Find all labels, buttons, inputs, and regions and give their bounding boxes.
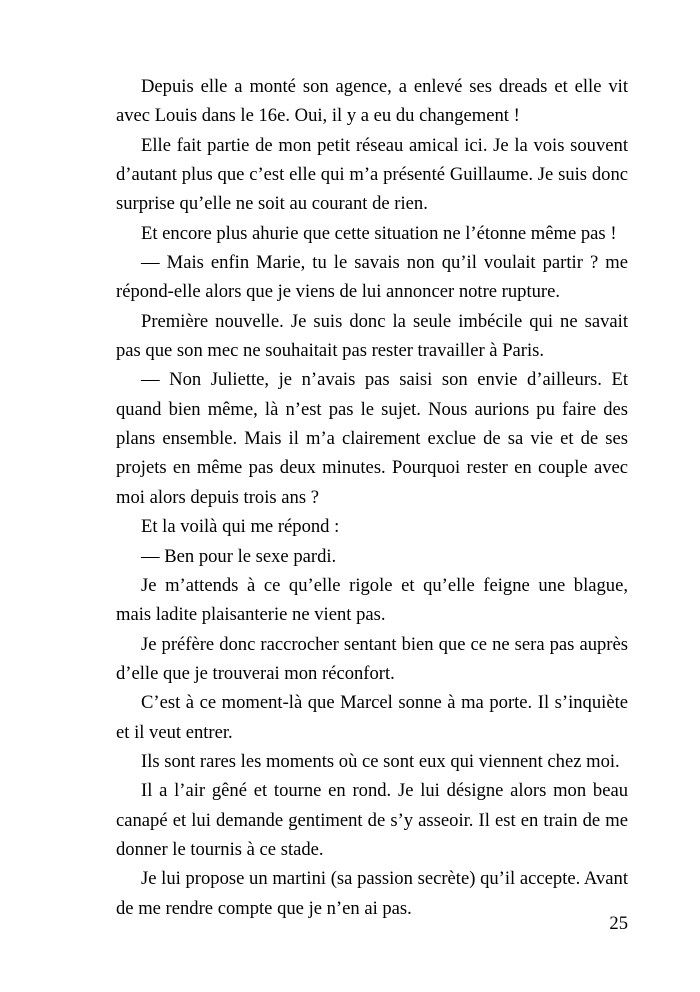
paragraph: Ils sont rares les moments où ce sont eux qui viennent chez moi. [141,750,620,772]
paragraph: Il a l’air gêné et tourne en rond. Je lui désigne alors mon beau canapé et lui demande gentiment de s’y asseoir. Il est en train de me donner le tournis à ce stade. [116,780,628,860]
paragraph: — Mais enfin Marie, tu le savais non qu’il voulait partir ? me répond-elle alors que je viens de lui annoncer notre rupture. [116,252,628,303]
paragraph: Je préfère donc raccrocher sentant bien que ce ne sera pas auprès d’elle que je trouverai mon réconfort. [116,633,628,684]
page-number: 25 [609,913,628,934]
paragraph: Première nouvelle. Je suis donc la seule imbécile qui ne savait pas que son mec ne souhaitait pas rester travailler à Paris. [116,310,628,362]
paragraph: Depuis elle a monté son agence, a enlevé ses dreads et elle vit avec Louis dans le 16e. Oui, il y a eu du changement ! [116,76,628,127]
paragraph: Je m’attends à ce qu’elle rigole et qu’elle feigne une blague, mais ladite plaisanterie ne vient pas. [116,574,628,626]
paragraph: C’est à ce moment-là que Marcel sonne à ma porte. Il s’inquiète et il veut entrer. [116,692,628,743]
paragraph: — Ben pour le sexe pardi. [141,545,337,567]
paragraph: Je lui propose un martini (sa passion secrète) qu’il accepte. Avant de me rendre compte que je n’en ai pas. [116,868,628,919]
paragraph: Elle fait partie de mon petit réseau amical ici. Je la vois souvent d’autant plus que c’est elle qui m’a présenté Guillaume. Je suis donc surprise qu’elle ne soit au courant de rien. [116,134,628,215]
paragraph: — Non Juliette, je n’avais pas saisi son envie d’ailleurs. Et quand bien même, là n’est pas le sujet. Nous aurions pu faire des plans ensemble. Mais il m’a clairement exclue de sa vie et de ses projets en même pas deux minutes. Pourquoi rester en couple avec moi alors depuis trois ans ? [116,369,628,508]
paragraph: Et encore plus ahurie que cette situation ne l’étonne même pas ! [141,222,617,244]
paragraph: Et la voilà qui me répond : [141,516,340,538]
body-text [116,72,628,923]
